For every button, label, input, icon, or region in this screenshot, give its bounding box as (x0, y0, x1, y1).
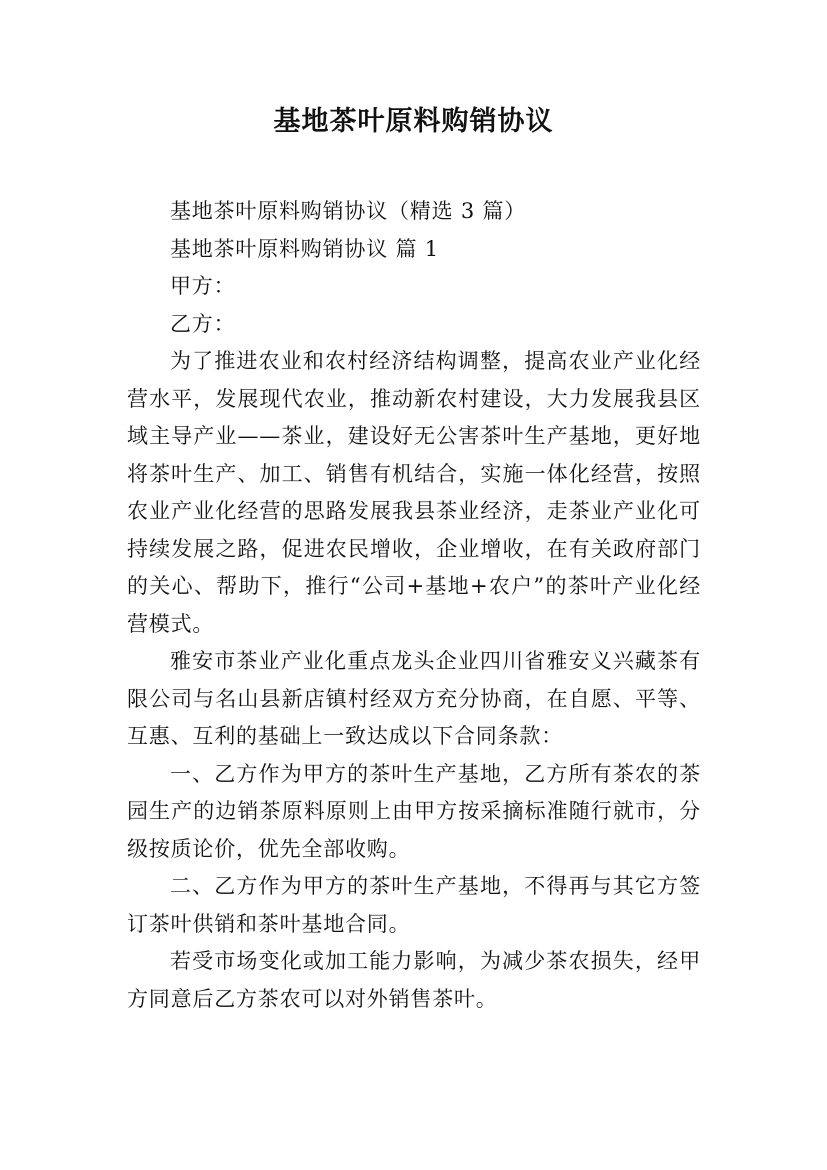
paragraph-clause-2: 二、乙方作为甲方的茶叶生产基地，不得再与其它方签订茶叶供销和茶叶基地合同。 (127, 874, 701, 936)
paragraph-preamble: 为了推进农业和农村经济结构调整，提高农业产业化经营水平，发展现代农业，推动新农村建设，大力发展我县区域主导产业——茶业，建设好无公害茶叶生产基地，更好地将茶叶生产、加工、销售有机结合，实施一体化经营，按照农业产业化经营的思路发展我县茶业经济，走茶业产业化可持续发展之路，促进农民增收，企业增收，在有关政府部门的关心、帮助下，推行“公司+基地+农户”的茶叶产业化经营模式。 (127, 349, 701, 636)
document-body (127, 193, 701, 1018)
paragraph-parties-agreement: 雅安市茶业产业化重点龙头企业四川省雅安义兴藏茶有限公司与名山县新店镇村经双方充分协商，在自愿、平等、互惠、互利的基础上一致达成以下合同条款： (127, 649, 701, 748)
paragraph-party-b: 乙方： (170, 311, 236, 336)
paragraph-clause-1: 一、乙方作为甲方的茶叶生产基地，乙方所有茶农的茶园生产的边销茶原料原则上由甲方按采摘标准随行就市，分级按质论价，优先全部收购。 (127, 761, 701, 861)
paragraph-party-a: 甲方： (170, 274, 236, 298)
paragraph-section-heading: 基地茶叶原料购销协议 篇 1 (170, 236, 439, 261)
document-title: 基地茶叶原料购销协议 (273, 106, 554, 137)
paragraph-subtitle: 基地茶叶原料购销协议（精选 3 篇） (170, 199, 527, 223)
paragraph-clause-2-exception: 若受市场变化或加工能力影响，为减少茶农损失，经甲方同意后乙方茶农可以对外销售茶叶。 (127, 949, 701, 1011)
